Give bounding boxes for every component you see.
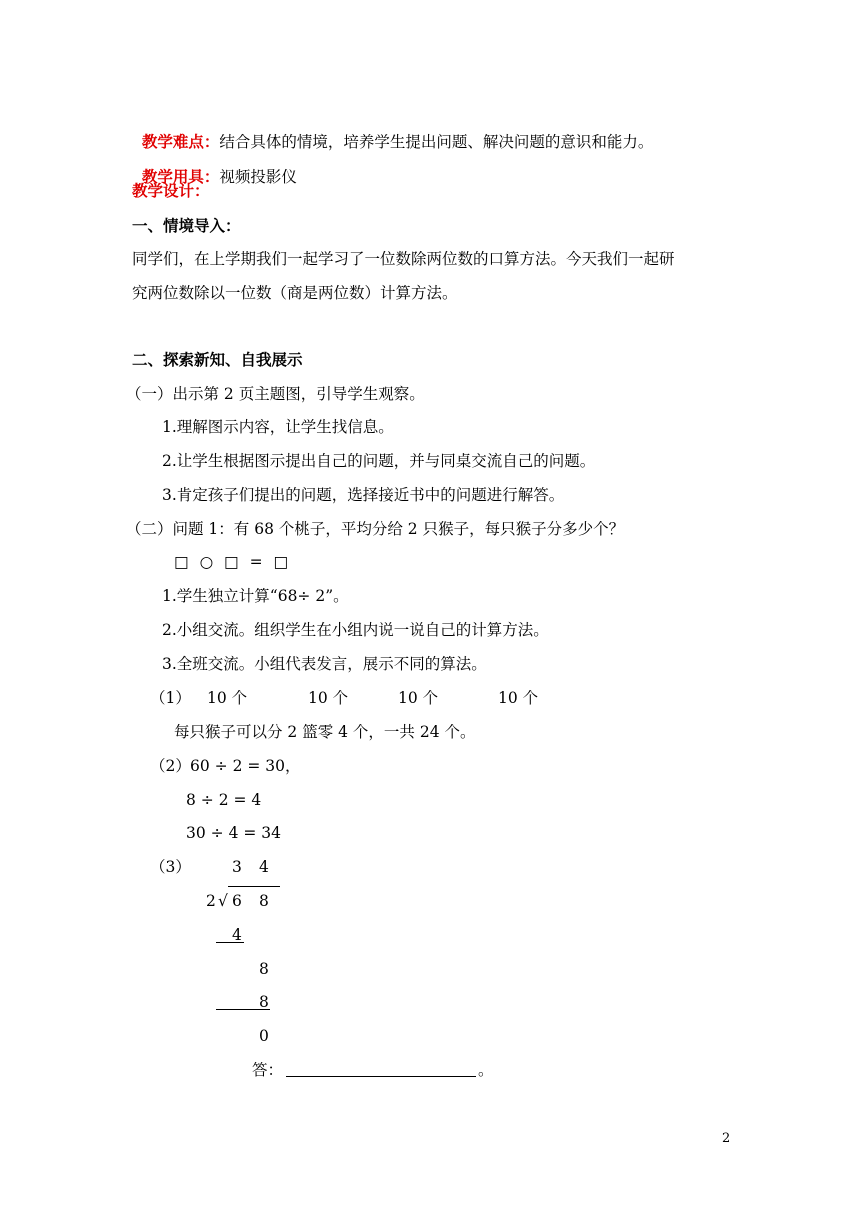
division-step1: 4	[232, 926, 242, 944]
tools-label: 教学用具：	[141, 168, 220, 186]
answer-label: 答：	[252, 1061, 284, 1079]
divisor: 2	[206, 892, 216, 910]
step1-underline	[216, 942, 244, 943]
division-bar	[228, 886, 280, 887]
dividend-ones: 8	[259, 892, 269, 910]
part2-intro: （二）问题 1：有 68 个桃子，平均分给 2 只猴子，每只猴子分多少个？	[126, 520, 625, 538]
group-label: 10 个	[398, 689, 439, 707]
difficulty-label: 教学难点：	[141, 133, 220, 151]
method3-label: （3）	[150, 858, 191, 876]
section1-para-line1: 同学们，在上学期我们一起学习了一位数除两位数的口算方法。今天我们一起研	[132, 250, 675, 268]
part2-item: 1.学生独立计算“68÷ 2”。	[162, 587, 349, 605]
part2-item: 2.小组交流。组织学生在小组内说一说自己的计算方法。	[162, 621, 549, 639]
part1-item: 3.肯定孩子们提出的问题，选择接近书中的问题进行解答。	[162, 486, 565, 504]
quotient-tens: 3	[232, 858, 242, 876]
section1-heading: 一、情境导入：	[132, 217, 241, 235]
section1-para-line2: 究两位数除以一位数（商是两位数）计算方法。	[132, 284, 458, 302]
division-step3: 8	[259, 993, 269, 1011]
design-label: 教学设计：	[132, 182, 210, 200]
radical-sign: √	[218, 892, 228, 910]
part2-item: 3.全班交流。小组代表发言，展示不同的算法。	[162, 655, 487, 673]
division-remainder: 0	[259, 1027, 269, 1045]
tools-text: 视频投影仪	[219, 168, 297, 186]
teaching-difficulty	[132, 112, 653, 152]
method1-label: （1）	[150, 689, 191, 707]
page-number: 2	[722, 1131, 731, 1146]
group-label: 10 个	[308, 689, 349, 707]
group-label: 10 个	[498, 689, 539, 707]
part1-item: 1.理解图示内容，让学生找信息。	[162, 418, 394, 436]
part1-item: 2.让学生根据图示提出自己的问题，并与同桌交流自己的问题。	[162, 452, 596, 470]
method1-result: 每只猴子可以分 2 篮零 4 个，一共 24 个。	[174, 723, 476, 741]
part1-intro: （一）出示第 2 页主题图，引导学生观察。	[126, 385, 425, 403]
division-step2: 8	[259, 960, 269, 978]
dividend-tens: 6	[232, 892, 242, 910]
quotient-ones: 4	[259, 858, 269, 876]
difficulty-text: 结合具体的情境，培养学生提出问题、解决问题的意识和能力。	[219, 133, 654, 151]
answer-end: 。	[478, 1061, 494, 1079]
method2-label: （2）	[150, 757, 191, 775]
method2-line1: 60 ÷ 2 = 30，	[190, 757, 301, 775]
symbol-equation: □ ○ □ = □	[174, 553, 289, 571]
step3-underline	[216, 1009, 270, 1010]
method2-line2: 8 ÷ 2 = 4	[186, 791, 262, 809]
answer-blank	[286, 1076, 476, 1077]
section2-heading: 二、探索新知、自我展示	[132, 351, 303, 369]
group-label: 10 个	[207, 689, 248, 707]
method2-line3: 30 ÷ 4 = 34	[186, 824, 281, 842]
